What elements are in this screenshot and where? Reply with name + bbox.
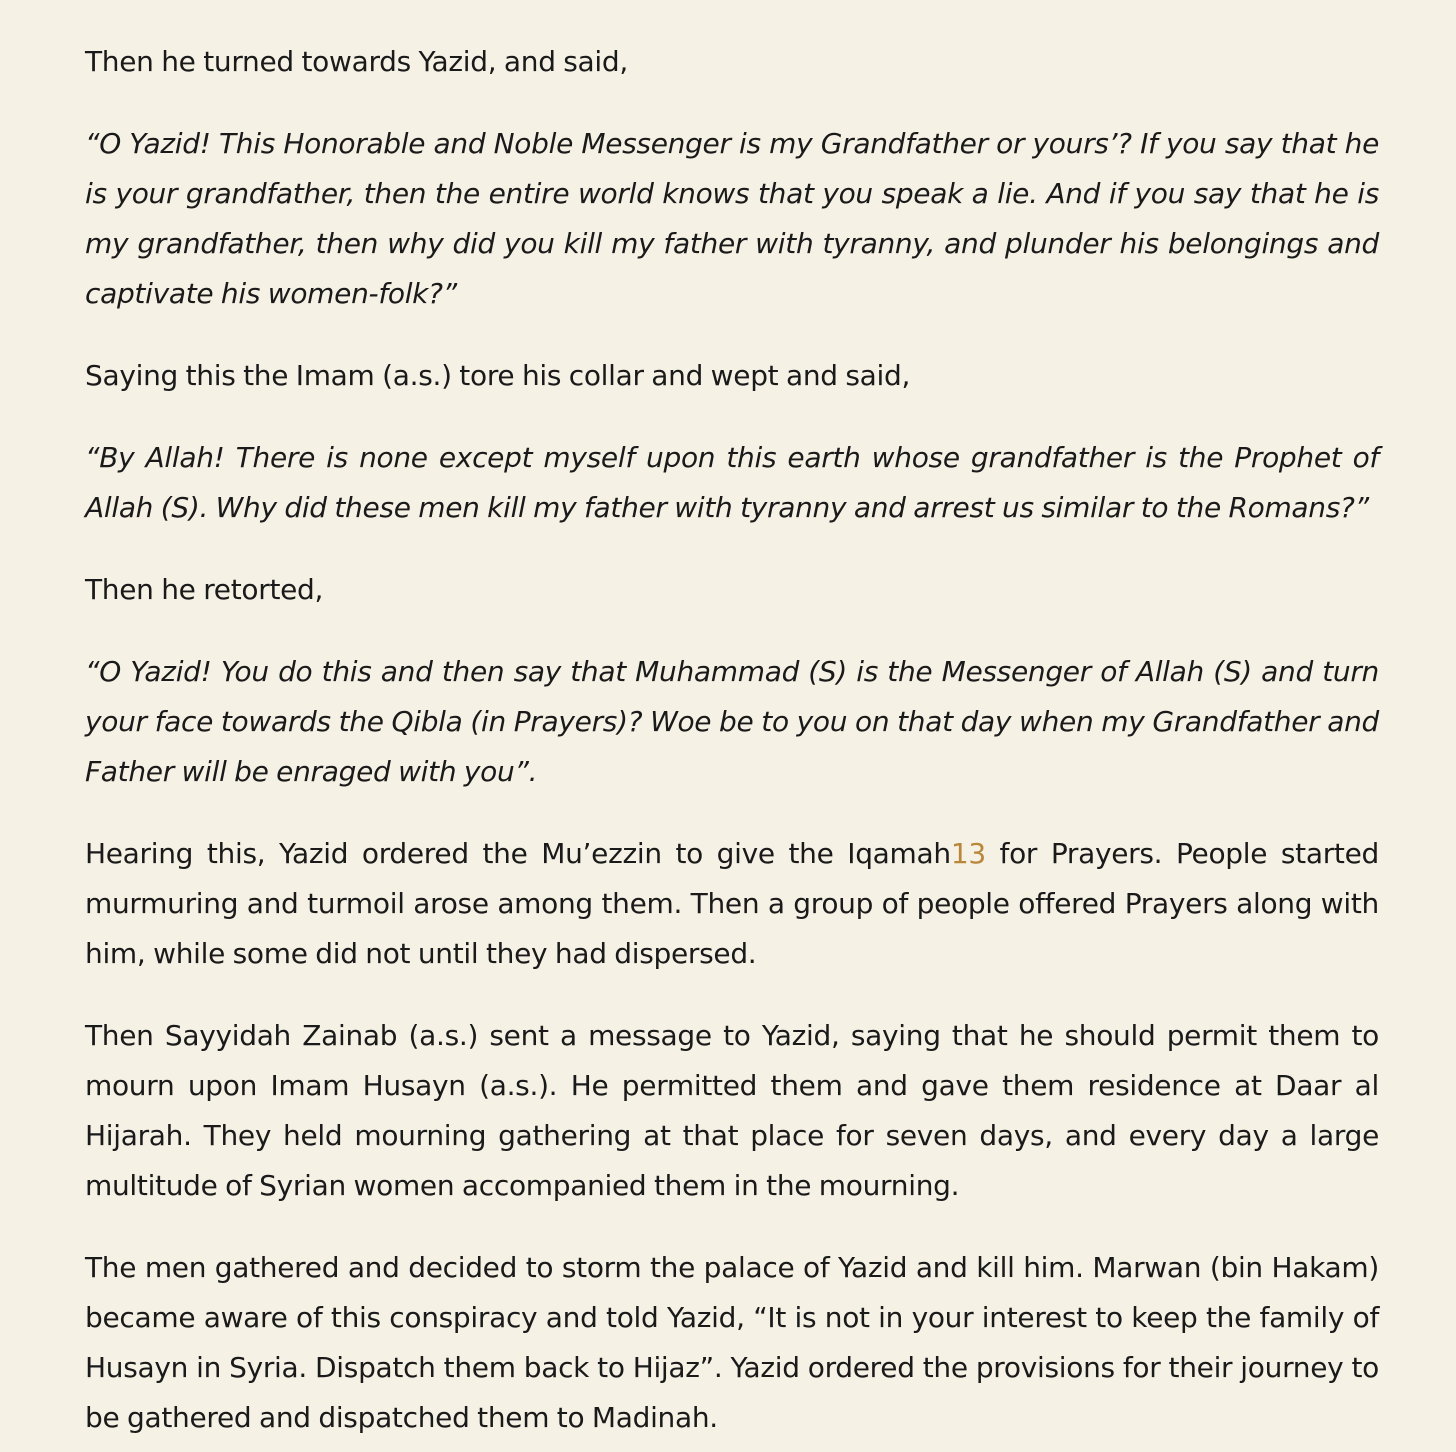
paragraph: Saying this the Imam (a.s.) tore his collar and wept and said, [85, 359, 911, 392]
paragraph-with-footnote [85, 829, 1379, 979]
quote-paragraph: “By Allah! There is none except myself upon this earth whose grandfather is the Prophet of Allah (S). Why did these men kill my father with tyranny and arrest us similar to the Romans?” [85, 441, 1379, 524]
paragraph: Then he turned towards Yazid, and said, [85, 45, 628, 78]
paragraph: Then he retorted, [85, 573, 324, 606]
paragraph: Then Sayyidah Zainab (a.s.) sent a message to Yazid, saying that he should permit them to mourn upon Imam Husayn (a.s.). He permitted them and gave them residence at Daar al Hijarah. They held mourning gathering at that place for seven days, and every day a large multitude of Syrian women accompanied them in the mourning. [85, 1019, 1379, 1202]
document-body [85, 37, 1379, 1452]
paragraph: The men gathered and decided to storm the palace of Yazid and kill him. Marwan (bin Hakam) became aware of this conspiracy and told Yazid, “It is not in your interest to keep the family of Husayn in Syria. Dispatch them back to Hijaz”. Yazid ordered the provisions for their journey to be gathered and dispatched them to Madinah. [85, 1251, 1379, 1434]
paragraph-text: Hearing this, Yazid ordered the Mu’ezzin to give the Iqamah [85, 837, 951, 870]
quote-paragraph: “O Yazid! You do this and then say that Muhammad (S) is the Messenger of Allah (S) and turn your face towards the Qibla (in Prayers)? Woe be to you on that day when my Grandfather and Father will be enraged with you”. [85, 655, 1379, 788]
paragraph-text: for Prayers. People started murmuring and turmoil arose among them. Then a group of people offered Prayers along with him, while some did not until they had dispersed. [85, 837, 1379, 970]
footnote-link[interactable]: 13 [950, 837, 986, 870]
quote-paragraph: “O Yazid! This Honorable and Noble Messenger is my Grandfather or yours’? If you say that he is your grandfather, then the entire world knows that you speak a lie. And if you say that he is my grandfather, then why did you kill my father with tyranny, and plunder his belongings and captivate his women-folk?” [85, 127, 1379, 310]
